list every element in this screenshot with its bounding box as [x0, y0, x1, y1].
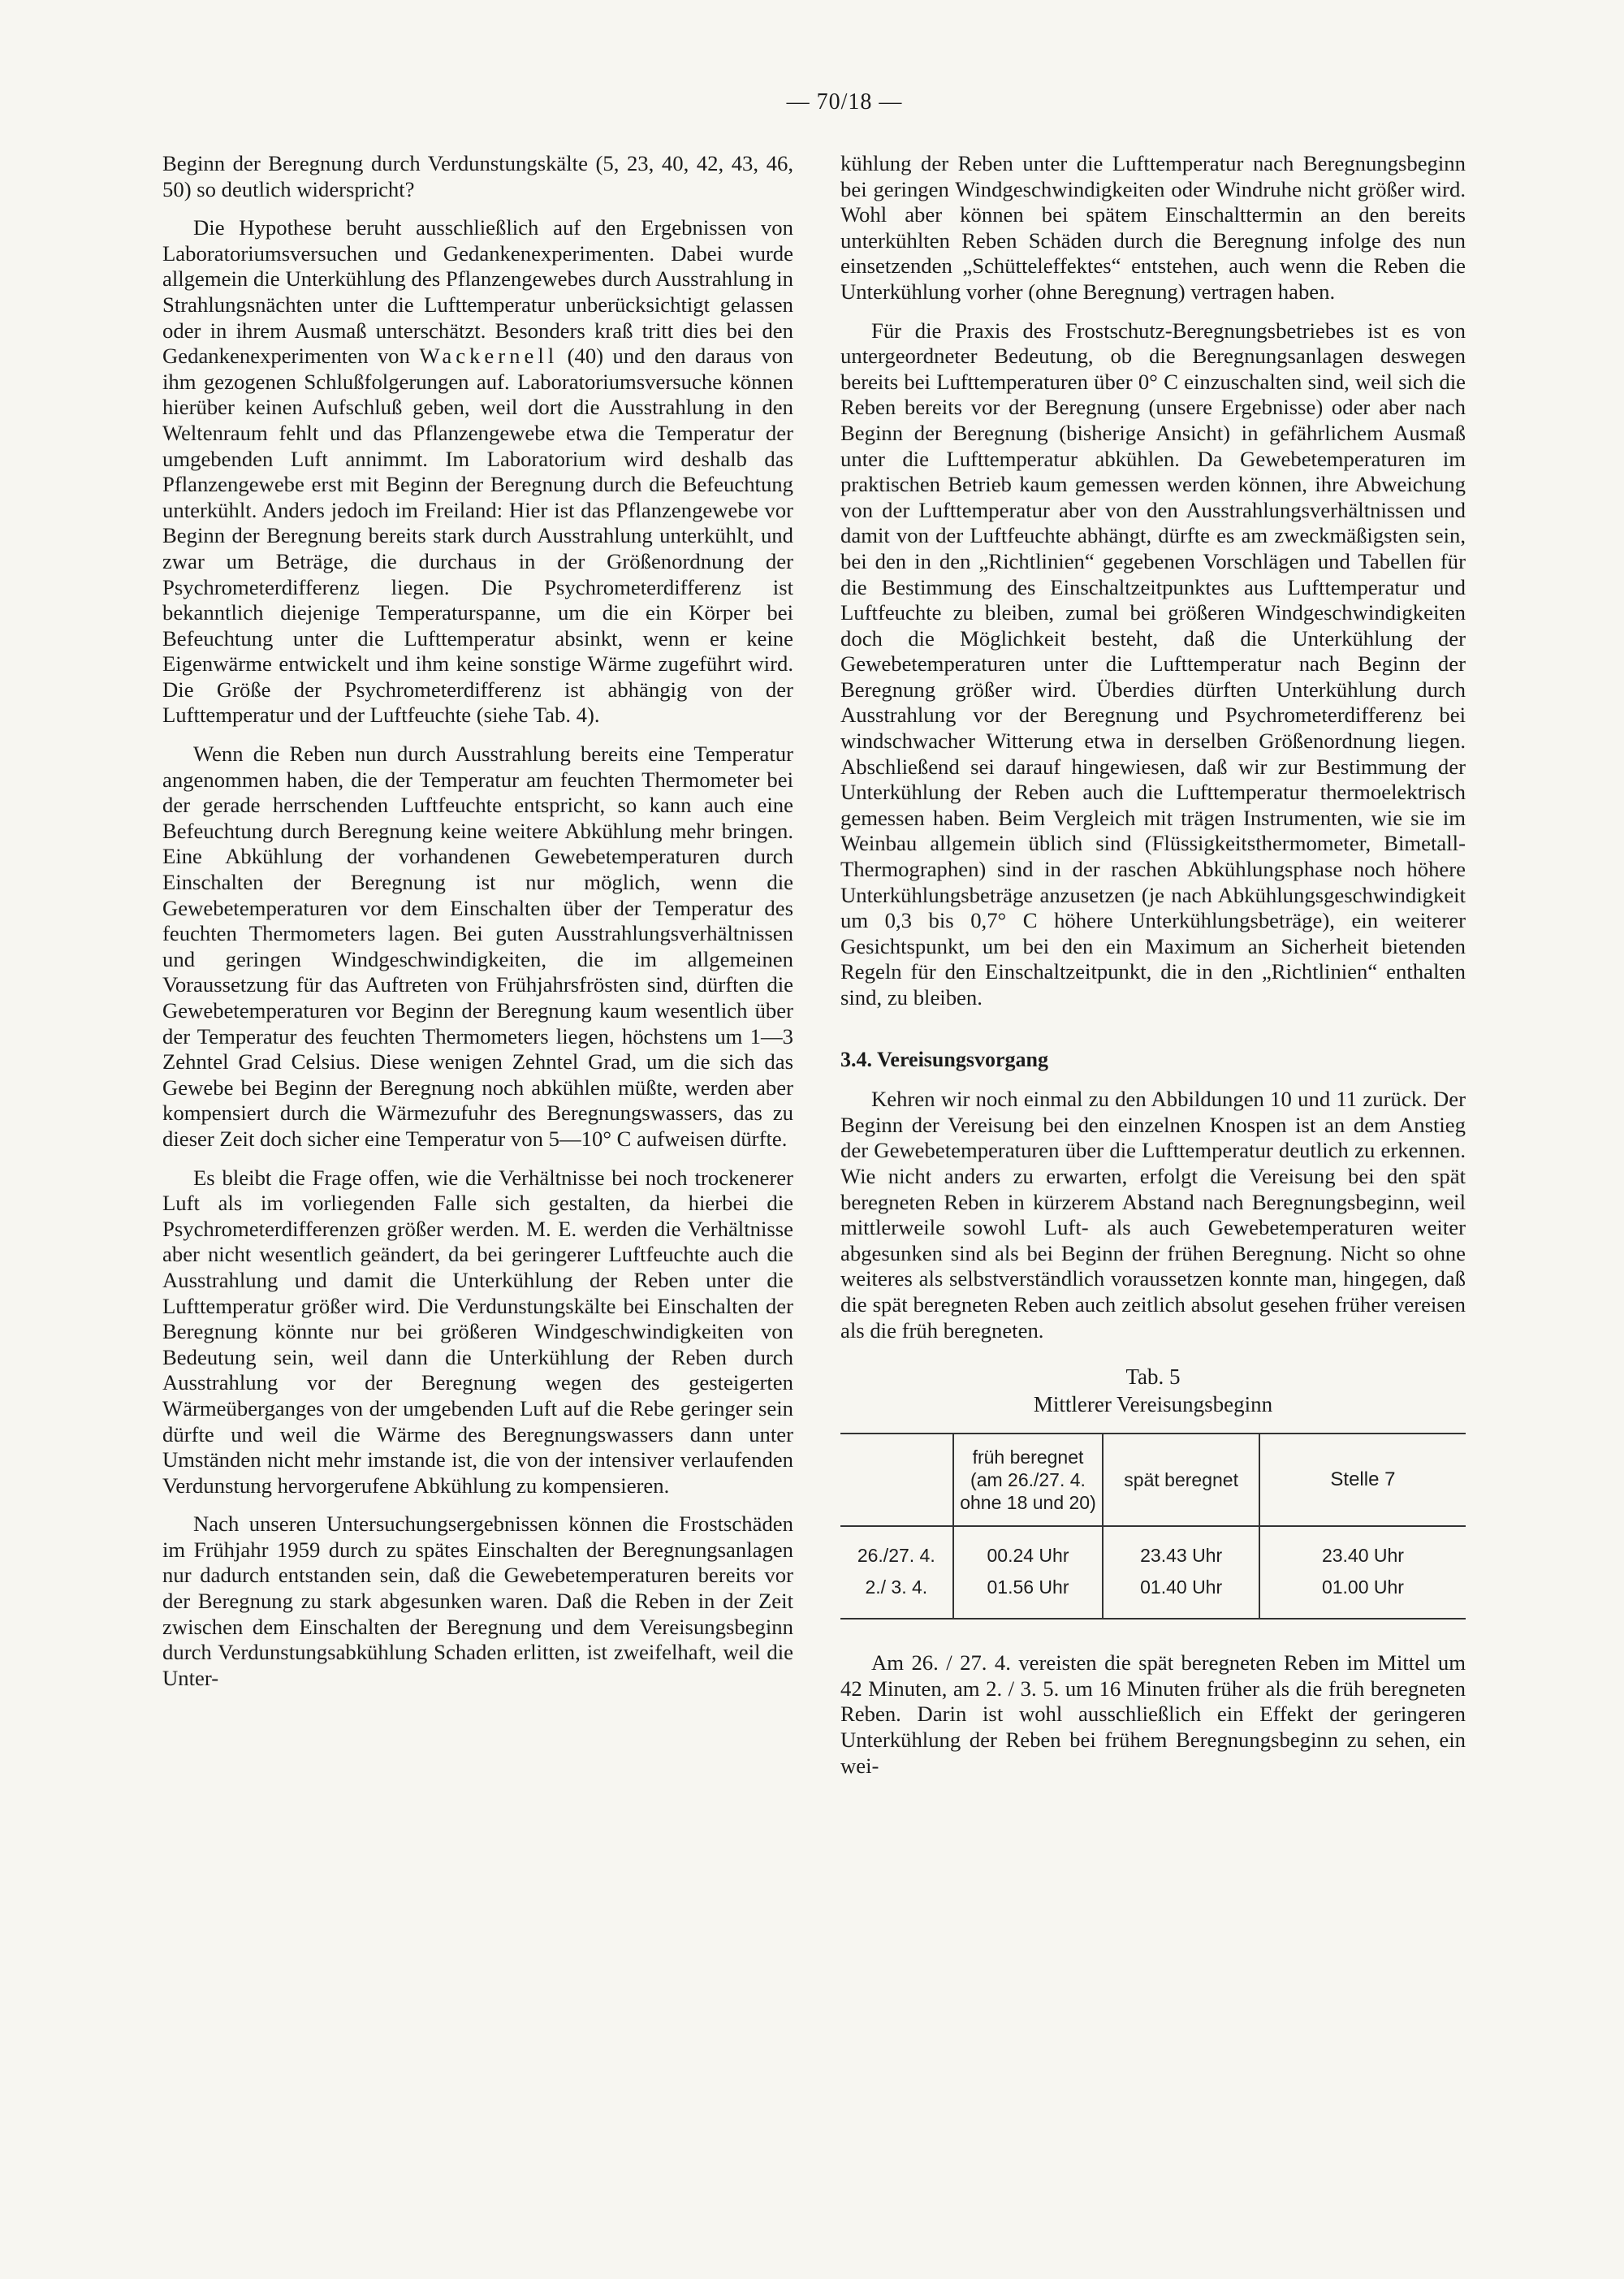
paragraph: Kehren wir noch einmal zu den Abbildungen 10 und 11 zurück. Der Beginn der Vereisung bei den einzelnen Knospen ist an dem Anstieg der Gewebetemperaturen über die Lufttemperatur deutlich zu erkennen. Wie nicht anders zu erwarten, erfolgt die Vereisung bei den spät beregneten Reben in kürzerem Abstand nach Beregnungsbeginn, weil mittlerweile sowohl Luft- als auch Gewebetemperaturen weiter abgesunken sind als bei Beginn der frühen Beregnung. Nicht so ohne weiteres als selbstverständlich voraussetzen konnte man, hingegen, daß die spät beregneten Reben auch zeitlich absolut gesehen früher vereisen als die früh beregneten. [840, 1087, 1466, 1343]
paragraph: Für die Praxis des Frostschutz-Beregnungsbetriebes ist es von untergeordneter Bedeutung, ob die Beregnungsanlagen deswegen bereits bei Lufttemperaturen über 0° C einzuschalten sind, weil sich die Reben bereits vor der Beregnung (unsere Ergebnisse) oder aber nach Beginn der Beregnung (bisherige Ansicht) in gefährlichem Ausmaß unter die Lufttemperatur abkühlen. Da Gewebetemperaturen im praktischen Betrieb kaum gemessen werden können, ihre Abweichung von der Lufttemperatur aber von den Ausstrahlungsverhältnissen und damit von der Luftfeuchte abhängt, dürfte es am zweckmäßigsten sein, bei den in den „Richtlinien“ gegebenen Vorschlägen und Tabellen für die Bestimmung des Einschaltzeitpunktes aus Lufttemperatur und Luftfeuchte zu bleiben, zumal bei größeren Windgeschwindigkeiten doch die Möglichkeit besteht, daß die Unterkühlung der Gewebetemperaturen unter die Lufttemperatur nach Beginn der Beregnung größer wird. Überdies dürften Unterkühlung durch Ausstrahlung vor der Beregnung und Psychrometerdifferenz bei windschwacher Witterung etwa in derselben Größenordnung liegen. Abschließend sei darauf hingewiesen, daß wir zur Bestimmung der Unterkühlung der Reben auch die Lufttemperatur thermoelektrisch gemessen haben. Beim Vergleich mit trägen Instrumenten, wie sie im Weinbau allgemein üblich sind (Flüssigkeitsthermometer, Bimetall-Thermographen) sind in der raschen Abkühlungsphase noch höhere Unterkühlungsbeträge anzusetzen (je nach Abkühlungsgeschwindigkeit um 0,3 bis 0,7° C höhere Unterkühlungsbeträge), ein weiterer Gesichtspunkt, um bei den ein Maximum an Sicherheit bietenden Regeln für den Einschaltzeitpunkt, die in den „Richtlinien“ enthalten sind, zu bleiben. [840, 318, 1466, 1010]
left-column [162, 151, 793, 1704]
header-line [960, 1447, 1096, 1513]
table-cell: 00.24 Uhr [953, 1526, 1104, 1572]
paragraph: kühlung der Reben unter die Lufttemperatur nach Beregnungsbeginn bei geringen Windgeschwindigkeiten oder Windruhe nicht größer wird. Wohl aber können bei spätem Einschalttermin an den bereits unterkühlten Reben Schäden durch die Beregnung infolge des nun einsetzenden „Schütteleffektes“ entstehen, auch wenn die Reben die Unterkühlung vorher (ohne Beregnung) vertragen haben. [840, 151, 1466, 304]
header-line-text: (am 26./27. 4. [970, 1469, 1086, 1491]
table-caption [840, 1363, 1466, 1418]
paragraph-text: Die Hypothese beruht ausschließlich auf den Ergebnissen von Laboratoriumsversuchen und Gedankenexperimenten. Dabei wurde allgemein die Unterkühlung des Pflanzengewebes durch Ausstrahlung in Strahlungsnächten unter die Lufttemperatur unberücksichtigt gelassen oder in ihrem Ausmaß unterschätzt. Besonders kraß tritt dies bei den Gedankenexperimenten von [162, 215, 793, 369]
table-number: Tab. 5 [1125, 1364, 1181, 1390]
table-cell: 23.43 Uhr [1103, 1526, 1259, 1572]
paragraph: Wenn die Reben nun durch Ausstrahlung bereits eine Temperatur angenommen haben, die der Temperatur am feuchten Thermometer bei der gerade herrschenden Luftfeuchte entspricht, so kann auch eine Befeuchtung durch Beregnung keine weitere Abkühlung mehr bringen. Eine Abkühlung der vorhandenen Gewebetemperaturen durch Einschalten der Beregnung ist nur möglich, wenn die Gewebetemperaturen vor dem Einschalten über der Temperatur des feuchten Thermometers lagen. Bei guten Ausstrahlungsverhältnissen und geringen Windgeschwindigkeiten, die im allgemeinen Voraussetzung für das Auftreten von Frühjahrsfrösten sind, dürften die Gewebetemperaturen vor Beginn der Beregnung kaum wesentlich über der Temperatur des feuchten Thermometers liegen, höchstens um 1—3 Zehntel Grad Celsius. Diese wenigen Zehntel Grad, um die sich das Gewebe bei Beginn der Beregnung noch abkühlen müßte, werden aber kompensiert durch die Wärmezufuhr des Beregnungswassers, das zu dieser Zeit doch sicher eine Temperatur von 5—10° C aufweisen dürfte. [162, 742, 793, 1151]
right-column [840, 151, 1466, 1792]
table-header-cell [953, 1434, 1104, 1526]
table-header-cell: Stelle 7 [1259, 1434, 1466, 1526]
table-title: Mittlerer Vereisungsbeginn [1033, 1392, 1273, 1417]
data-table [840, 1433, 1466, 1620]
paragraph-text: (40) und den daraus von ihm gezogenen Schlußfolgerungen auf. Laboratoriumsversuche können hierüber keinen Aufschluß geben, weil dort die Ausstrahlung in den Weltenraum fehlt und das Pflanzengewebe etwa die Temperatur der umgebenden Luft annimmt. Im Laboratorium wird deshalb das Pflanzengewebe erst mit Beginn der Beregnung durch die Befeuchtung unterkühlt. Anders jedoch im Freiland: Hier ist das Pflanzengewebe vor Beginn der Beregnung bereits stark durch Ausstrahlung unterkühlt, und zwar um Beträge, die durchaus in der Größenordnung der Psychrometerdifferenz liegen. Die Psychrometerdifferenz ist bekanntlich diejenige Temperaturspanne, um die ein Körper bei Befeuchtung unter die Lufttemperatur absinkt, wenn er keine Eigenwärme entwickelt und ihm keine sonstige Wärme zugeführt wird. Die Größe der Psychrometerdifferenz ist abhängig von der Lufttemperatur und der Luftfeuchte (siehe Tab. 4). [162, 344, 794, 728]
author-name: Wackernell [419, 344, 559, 369]
paragraph: Es bleibt die Frage offen, wie die Verhältnisse bei noch trockenerer Luft als im vorliegenden Falle sich gestalten, da hierbei die Psychrometerdifferenzen größer werden. M. E. werden die Verhältnisse aber nicht wesentlich geändert, da bei geringerer Luftfeuchte auch die Ausstrahlung und damit die Unterkühlung der Reben unter die Lufttemperatur größer wird. Die Verdunstungskälte bei Einschalten der Beregnung könnte nur bei größeren Windgeschwindigkeiten von Bedeutung sein, weil dann die Unterkühlung der Reben durch Ausstrahlung vor der Beregnung wegen des gesteigerten Wärmeüberganges von der umgebenden Luft auf die Rebe geringer sein dürfte und weil die Wärme des Beregnungswassers dann unter Umständen nicht mehr imstande ist, die von der intensiver verlaufenden Verdunstung hervorgerufene Abkühlung zu kompensieren. [162, 1165, 793, 1498]
paragraph: Nach unseren Untersuchungsergebnissen können die Frostschäden im Frühjahr 1959 durch zu spätes Einschalten der Beregnungsanlagen nur dadurch entstanden sein, daß die Gewebetemperaturen bereits vor der Beregnung zu stark abgesunken waren. Daß die Reben in der Zeit zwischen dem Einschalten der Beregnung und dem Vereisungsbeginn durch Verdunstungsabkühlung Schaden erlitten, ist zweifelhaft, weil die Unter- [162, 1511, 793, 1690]
paragraph [162, 215, 793, 729]
table-cell: 01.56 Uhr [953, 1572, 1104, 1619]
table-cell: 2./ 3. 4. [840, 1572, 953, 1619]
section-heading: 3.4. Vereisungsvorgang [840, 1047, 1048, 1071]
table-cell: 01.40 Uhr [1103, 1572, 1259, 1619]
page-number: — 70/18 — [786, 89, 903, 115]
header-line-text: früh beregnet [972, 1447, 1084, 1468]
table-row [840, 1526, 1466, 1572]
paragraph: Beginn der Beregnung durch Verdunstungskälte (5, 23, 40, 42, 43, 46, 50) so deutlich widerspricht? [162, 151, 793, 201]
table-cell: 01.00 Uhr [1259, 1572, 1466, 1619]
table-header-cell [840, 1434, 953, 1526]
table-header-cell: spät beregnet [1103, 1434, 1259, 1526]
table-header-row [840, 1434, 1466, 1526]
paragraph: Am 26. / 27. 4. vereisten die spät beregneten Reben im Mittel um 42 Minuten, am 2. / 3. 5. um 16 Minuten früher als die früh beregneten Reben. Darin ist wohl ausschließlich ein Effekt der geringeren Unterkühlung der Reben bei frühem Beregnungsbeginn zu sehen, ein wei- [840, 1650, 1466, 1778]
header-line-text: ohne 18 und 20) [960, 1492, 1096, 1514]
table-cell: 26./27. 4. [857, 1545, 935, 1567]
table-row [840, 1572, 1466, 1619]
table-cell: 23.40 Uhr [1259, 1526, 1466, 1572]
